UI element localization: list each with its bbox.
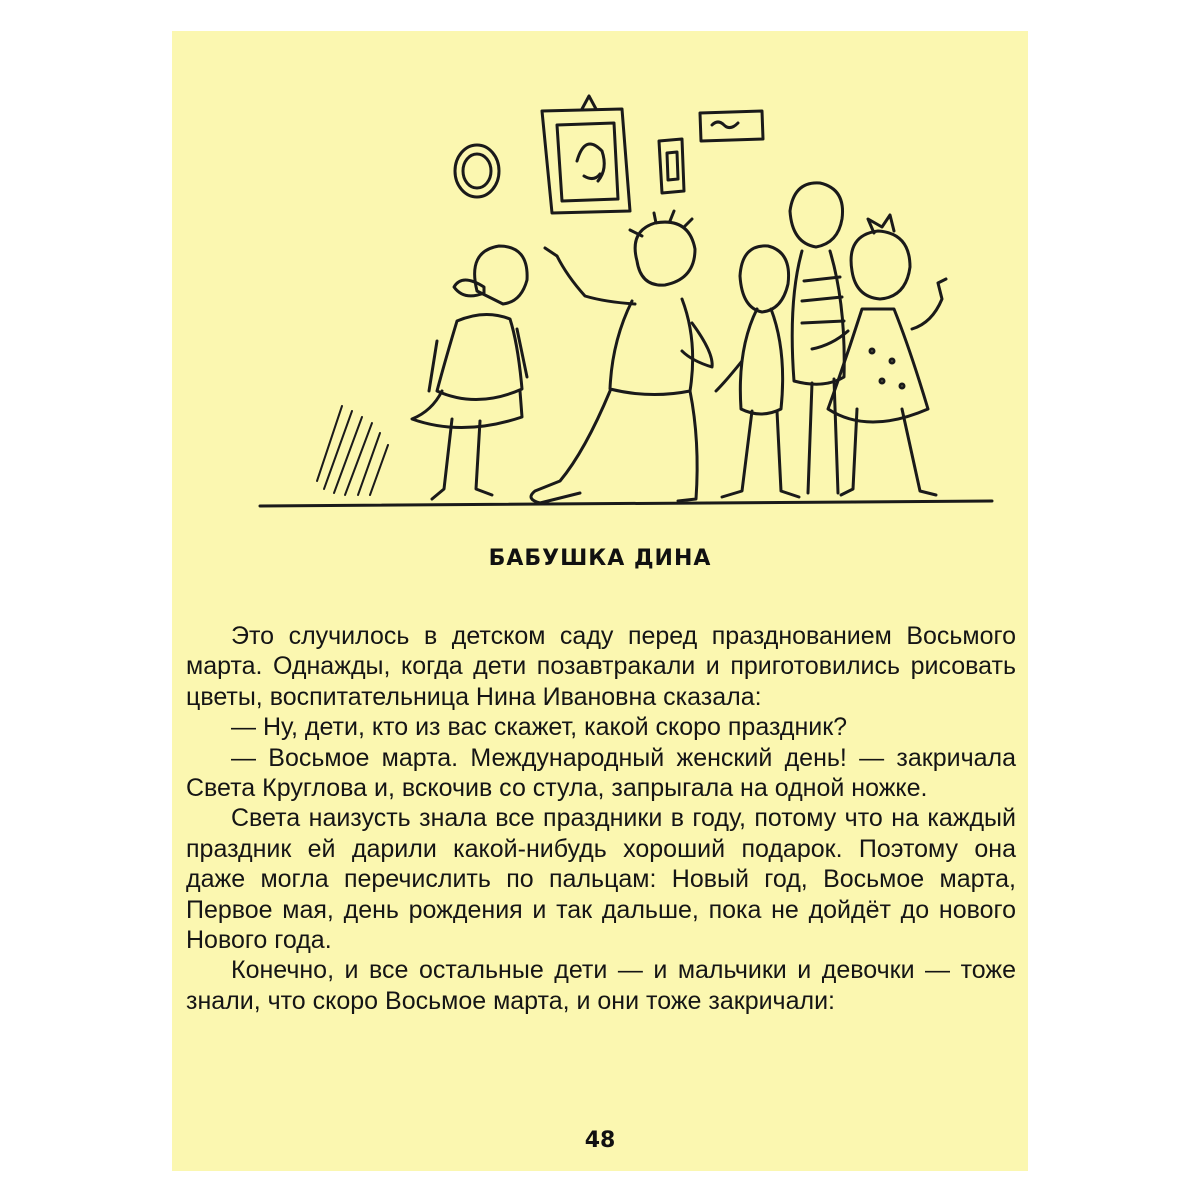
chapter-title: БАБУШКА ДИНА <box>488 546 712 571</box>
book-page <box>172 31 1028 1171</box>
shadow-hatching <box>317 406 388 495</box>
paragraph: — Восьмое марта. Международный женский день! — закричала Света Круглова и, вскочив со стула, запрыгала на одной ножке. <box>186 743 1016 803</box>
pointing-boy-figure <box>531 211 712 503</box>
story-text <box>186 621 1016 1016</box>
girl-with-bow-figure <box>412 246 527 499</box>
tall-boy-figure <box>790 183 844 493</box>
wall-pictures-drawing <box>455 96 763 213</box>
small-boy-figure <box>716 246 799 497</box>
paragraph: Конечно, и все остальные дети — и мальчики и девочки — тоже знали, что скоро Восьмое марта, и они тоже закричали: <box>186 956 1016 1015</box>
page-number: 48 <box>584 1128 616 1153</box>
paragraph: Это случилось в детском саду перед празднованием Восьмого марта. Однажды, когда дети позавтракали и приготовились рисовать цветы, воспитательница Нина Ивановна сказала: <box>186 622 1016 711</box>
paragraph: — Ну, дети, кто из вас скажет, какой скоро праздник? <box>231 713 848 742</box>
paragraph: Света наизусть знала все праздники в году, потому что на каждый праздник ей дарили какой-нибудь хороший подарок. Поэтому она даже могла перечислить по пальцам: Новый год, Восьмое марта, Первое мая, день рождения и так дальше, пока не дойдёт до нового Нового года. <box>186 804 1016 955</box>
ground-line <box>260 501 992 506</box>
children-at-picture-gallery-illustration <box>212 61 1002 531</box>
